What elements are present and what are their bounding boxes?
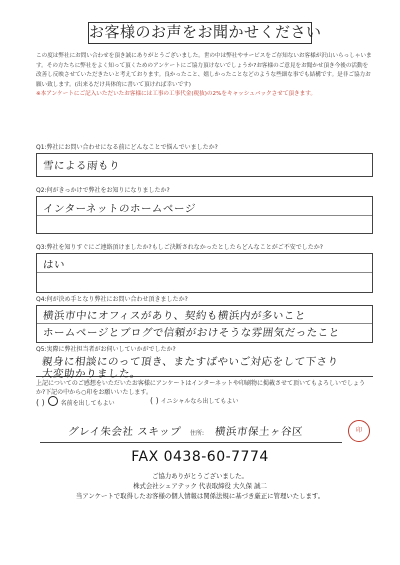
page-title: お客様のお声をお聞かせください — [88, 22, 312, 44]
intro-body: この度は弊社にお問い合わせを頂き誠にありがとうございました。世の中は弊社やサービスをご存知ないお客様が沢山いらっしゃいます。その方たちに弊社をよく知って頂くためのアンケートにご協力頂けないでしょうか?お客様のご意見をお聞かせ頂き今後の活動を改善し反映させていただきたいと考えております。良かったこと、嬉しかったことなどのような些細な事でも結構です。是非ご協力お願い致します。(出来るだけ具体的に書いて頂ければ幸いです) — [36, 53, 372, 88]
answer-4-text-line-2: ホームページとブログで信頼がおけそうな雰囲気だったこと — [42, 327, 341, 339]
question-2-label: Q2:何がきっかけで弊社をお知りになりましたか? — [36, 187, 170, 194]
consent-option-initial-label: イニシャルなら出してもよい — [160, 398, 239, 405]
answer-rule — [37, 272, 372, 273]
consent-option-name[interactable] — [36, 396, 115, 407]
cashback-warning: ※本アンケートにご記入いただいたお客様には工事の工事代金(税抜)の2%をキャッシュバックさせて頂きます。 — [36, 91, 316, 98]
footer-privacy: 当アンケートで取得したお客様の個人情報は関係法規に基づき厳正に管理いたします。 — [75, 492, 325, 500]
question-3-label: Q3:弊社を知りすぐにご連絡頂けましたか?もしご決断されなかったとしたらどんなことがご不安でしたか? — [36, 244, 323, 251]
question-1-label: Q1:弊社にお問い合わせになる前にどんなことで悩んでいましたか? — [36, 144, 218, 151]
answer-2-text: インターネットのホームページ — [42, 203, 197, 215]
consent-option-name-checkbox[interactable]: ( ) — [36, 398, 45, 407]
consent-option-initial[interactable] — [150, 396, 238, 405]
answer-box-1[interactable] — [36, 153, 373, 177]
signature-address: 横浜市保土ヶ谷区 — [214, 426, 304, 438]
answer-5-text-line-2: 大変助かりました。 — [41, 368, 142, 380]
seal-stamp-icon: 印 — [348, 420, 370, 442]
signature-row — [40, 420, 370, 448]
address-label: 住所: — [190, 430, 205, 437]
answer-box-5[interactable] — [36, 355, 373, 380]
answer-rule — [37, 215, 372, 216]
question-4-label: Q4:何が決め手となり弊社にお問い合わせ頂きましたか? — [36, 296, 188, 303]
answer-box-2[interactable] — [36, 196, 373, 234]
fax-number: FAX 0438-60-7774 — [131, 449, 269, 465]
answer-5-text-line-1: 親身に相談にのって頂き、またすばやいご対応をして下さり — [41, 356, 340, 368]
selected-circle-icon — [48, 396, 58, 406]
consent-option-name-label: 名前を出してもよい — [60, 400, 115, 407]
answer-4-text-line-1: 横浜市中にオフィスがあり、契約も横浜内が多いこと — [42, 310, 307, 322]
question-5-label: Q5:実際に弊社担当者がお伺いしていかがでしたか? — [36, 346, 176, 353]
intro-text — [36, 52, 372, 100]
publication-note: 上記についてのご感想をいただいたお客様にアンケートはインターネットや印刷物に掲載させて頂いてもよろしいでしょうか?下記の中から○印をお願いいたします。 — [36, 380, 365, 396]
answer-3-text: はい — [42, 259, 66, 271]
footer-company: 株式会社シェアテック 代表取締役 大久保 誠二 — [133, 482, 267, 490]
consent-option-initial-checkbox[interactable]: ( ) — [150, 396, 159, 405]
signature-underline — [40, 442, 342, 443]
footer-thanks: ご協力ありがとうございました。 — [152, 472, 248, 480]
signature-company: グレイ朱会社 スキップ — [67, 426, 182, 438]
answer-box-3[interactable] — [36, 253, 373, 293]
answer-1-text: 雪による雨もり — [42, 160, 121, 172]
answer-box-4[interactable] — [36, 305, 373, 343]
answer-rule — [37, 323, 372, 324]
